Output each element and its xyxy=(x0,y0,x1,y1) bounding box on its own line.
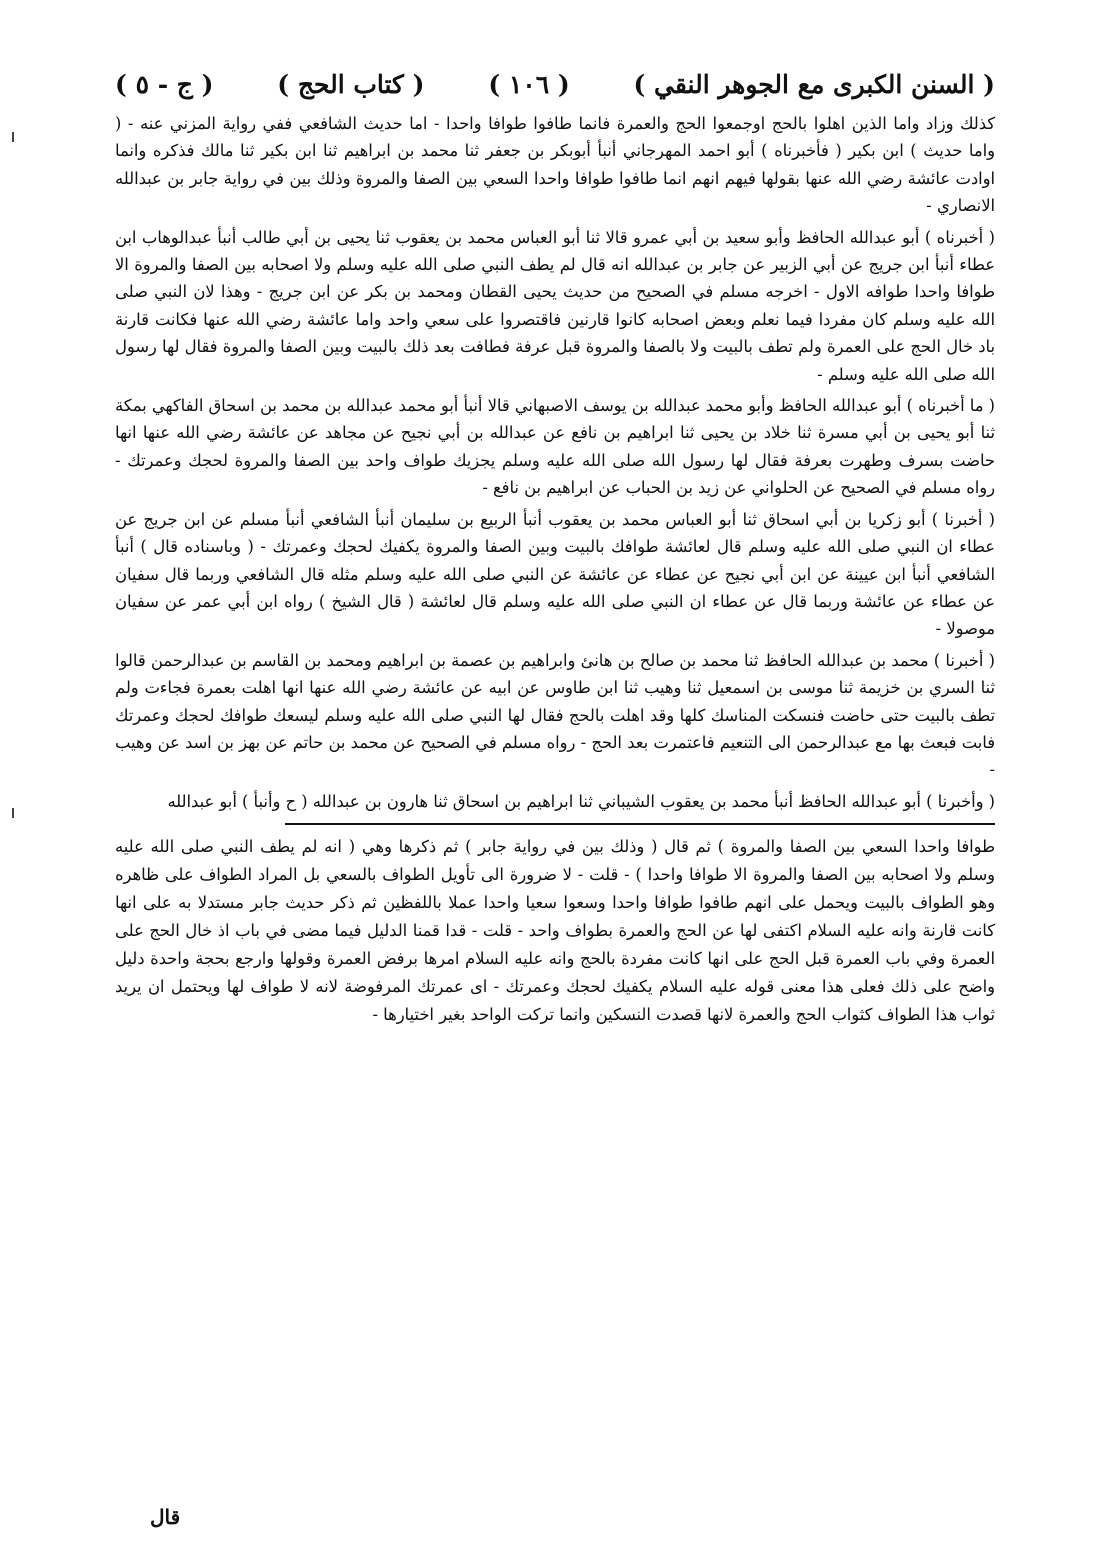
main-paragraph: ( ما أخبرناه ) أبو عبدالله الحافظ وأبو محمد عبدالله بن يوسف الاصبهاني قالا أنبأ أبو محمد عبدالله بن محمد بن اسحاق الفاكهي بمكة ثنا أبو يحيى بن أبي مسرة ثنا خلاد بن يحيى ثنا ابراهيم بن نافع عن عبدالله بن أبي نجيح عن مجاهد عن عائشة رضي الله عنها انها حاضت بسرف وطهرت بعرفة فقال لها رسول الله صلى الله عليه وسلم يجزيك طواف واحد بين الصفا والمروة لحجك وعمرتك - رواه مسلم في الصحيح عن الحلواني عن زيد بن الحباب عن ابراهيم بن نافع - xyxy=(115,396,995,498)
section-title: ( كتاب الحج ) xyxy=(277,70,425,99)
book-title: ( السنن الكبرى مع الجوهر النقي ) xyxy=(633,70,995,99)
main-paragraph: ( أخبرناه ) أبو عبدالله الحافظ وأبو سعيد بن أبي عمرو قالا ثنا أبو العباس محمد بن يعقوب ثنا يحيى بن أبي طالب أنبأ عبدالوهاب ابن عطاء أنبأ ابن جريج عن أبي الزبير عن جابر بن عبدالله انه قال لم يطف النبي صلى الله عليه وسلم ولا اصحابه بين الصفا والمروة الا طوافا واحدا طوافه الاول - اخرجه مسلم في الصحيح من حديث يحيى القطان ومحمد بن بكر عن ابن جريج - وهذا لان النبي صلى الله عليه وسلم كان مفردا فيما نعلم وبعض اصحابه كانوا قارنين فاقتصروا على سعي واحد واما عائشة رضي الله عنها فكانت قارنة باد خال الحج على العمرة ولم تطف بالبيت ولا بالصفا والمروة قبل عرفة فطافت بعد ذلك بالبيت وبين الصفا والمروة فقال لها رسول الله صلى الله عليه وسلم - xyxy=(115,227,995,384)
margin-mark xyxy=(12,808,14,818)
book-page xyxy=(115,60,995,1530)
catchword: قال xyxy=(150,1505,181,1529)
main-paragraph: ( أخبرنا ) محمد بن عبدالله الحافظ ثنا محمد بن صالح بن هانئ وابراهيم بن عصمة بن ابراهيم ومحمد بن القاسم بن عبدالرحمن قالوا ثنا السري بن خزيمة ثنا موسى بن اسمعيل ثنا وهيب ثنا ابن طاوس عن ابيه عن عائشة رضي الله عنها انها اهلت بعمرة فجاءت ولم تطف بالبيت حتى حاضت فنسكت المناسك كلها وقد اهلت بالحج فقال لها النبي صلى الله عليه وسلم ليسعك طوافك لحجك وعمرتك فابت فبعث بها مع عبدالرحمن الى التنعيم فاعتمرت بعد الحج - رواه مسلم في الصحيح عن محمد بن حاتم عن بهز بن اسد عن وهيب - xyxy=(115,650,995,780)
main-paragraph: كذلك وزاد واما الذين اهلوا بالحج اوجمعوا الحج والعمرة فانما طافوا طوافا واحدا - اما حديث الشافعي ففي رواية المزني عنه - ( واما حديث ) ابن بكير ( فأخبرناه ) أبو احمد المهرجاني أنبأ أبوبكر بن جعفر ثنا محمد بن ابراهيم ثنا ابن بكير ثنا مالك فذكره وانما اوادت عائشة رضي الله عنها بقولها فيهم انهم انما طافوا طوافا واحدا السعي بين الصفا والمروة وذلك بين في رواية جابر بن عبدالله الانصاري - xyxy=(115,114,995,216)
footnote-commentary xyxy=(115,833,995,1029)
main-text xyxy=(115,110,995,815)
page-number: ( ١٠٦ ) xyxy=(488,70,570,99)
volume-number: ( ج - ٥ ) xyxy=(115,70,214,99)
footnote-paragraph: طوافا واحدا السعي بين الصفا والمروة ) ثم قال ( وذلك بين في رواية جابر ) ثم ذكرها وهي ( انه لم يطف النبي صلى الله عليه وسلم ولا اصحابه بين الصفا والمروة الا طوافا واحدا ) - قلت - لا ضرورة الى تأويل الطواف بالسعي بل المراد الطواف على ظاهره وهو الطواف بالبيت ويحمل على انهم طافوا طوافا واحدا وسعوا سعيا واحدا عملا باللفظين ثم ذكر حديث جابر مستدلا به على انها كانت قارنة وانه عليه السلام اكتفى لها عن الحج والعمرة بطواف واحد - قلت - قدا قمنا الدليل فيما مضى في باب اذ خال الحج على العمرة وفي باب العمرة قبل الحج على انها كانت مفردة بالحج وانه عليه السلام امرها برفض العمرة وقولها وارجع بحجة واحدة دليل واضح على ذلك فعلى هذا معنى قوله عليه السلام يكفيك لحجك وعمرتك - اى عمرتك المرفوضة لانه لا طواف لها ويحتمل ان يريد ثواب هذا الطواف كثواب الحج والعمرة لانها قصدت النسكين وانما تركت الواحد بغير اختيارها - xyxy=(115,837,995,1025)
main-paragraph: ( أخبرنا ) أبو زكريا بن أبي اسحاق ثنا أبو العباس محمد بن يعقوب أنبأ الربيع بن سليمان أنبأ الشافعي أنبأ مسلم عن ابن جريج عن عطاء ان النبي صلى الله عليه وسلم قال لعائشة طوافك بالبيت وبين الصفا والمروة يكفيك لحجك وعمرتك - ( وباسناده قال ) أنبأ الشافعي أنبأ ابن عيينة عن ابن أبي نجيح عن عطاء عن عائشة عن النبي صلى الله عليه وسلم مثله قال الشافعي وربما قال سفيان عن عطاء عن عائشة وربما قال عن عطاء ان النبي صلى الله عليه وسلم قال لعائشة ( قال الشيخ ) رواه ابن أبي عمر عن سفيان موصولا - xyxy=(115,509,995,639)
page-header xyxy=(115,60,995,110)
footnote-divider xyxy=(285,823,995,825)
main-paragraph: ( وأخبرنا ) أبو عبدالله الحافظ أنبأ محمد بن يعقوب الشيباني ثنا ابراهيم بن اسحاق ثنا هارون بن عبدالله ( ح وأنبأ ) أبو عبدالله xyxy=(167,791,995,811)
margin-mark xyxy=(12,132,14,142)
